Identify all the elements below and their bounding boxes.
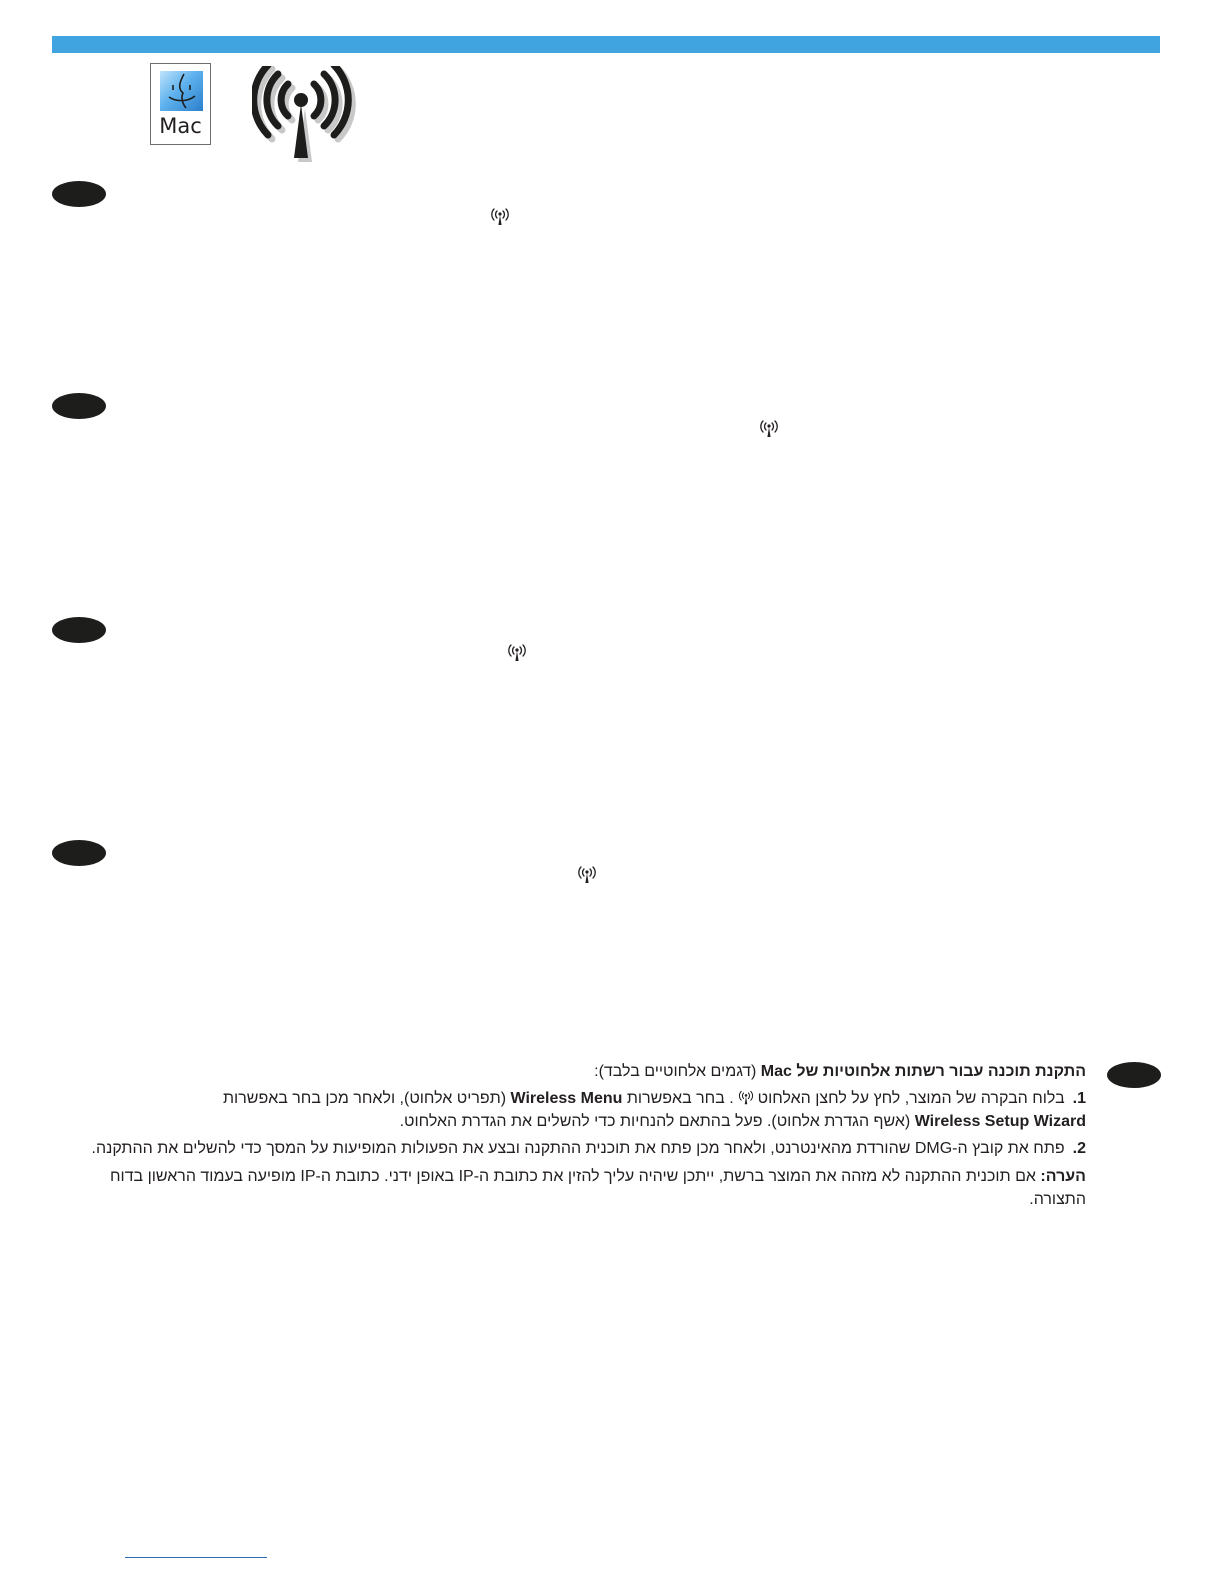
step-2-number: 2. [1072,1140,1086,1157]
wireless-menu-option: Wireless Menu [510,1090,623,1107]
wireless-antenna-icon [252,66,356,166]
language-marker [52,617,106,643]
step-2-text: פתח את קובץ ה-DMG שהורדת מהאינטרנט, ולאחר מכן פתח את תוכנית ההתקנה ובצע את הפעולות המופיעות על המסך כדי להשלים את ההתקנה. [91,1140,1065,1157]
note [96,1165,1086,1211]
footer-rule [125,1557,267,1558]
step-1-text-a: בלוח הבקרה של המוצר, לחץ על לחצן האלחוט [757,1090,1065,1107]
language-marker-hebrew [1107,1062,1161,1088]
step-1 [186,1087,1086,1133]
wireless-button-icon [736,1089,756,1105]
step-1-text-b: . בחר באפשרות [622,1090,734,1107]
wireless-button-icon [505,642,529,662]
wireless-button-icon [757,418,781,438]
note-text: אם תוכנית ההתקנה לא מזהה את המוצר ברשת, ייתכן שיהיה עליך להזין את כתובת ה-IP באופן ידני. כתובת ה-IP מופיעה בעמוד הראשון בדוח התצורה. [110,1168,1086,1208]
mac-os-logo [150,63,211,145]
step-1-text-d: (אשף הגדרת אלחוט). פעל בהתאם להנחיות כדי להשלים את הגדרת האלחוט. [399,1113,915,1130]
finder-face-svg [160,71,203,111]
section-title-rest: (דגמים אלחוטיים בלבד): [594,1063,761,1080]
language-marker [52,393,106,419]
note-label: הערה: [1040,1168,1086,1185]
step-1-number: 1. [1072,1090,1086,1107]
language-marker [52,181,106,207]
wireless-setup-wizard-option: Wireless Setup Wizard [914,1113,1086,1130]
header-color-bar [52,36,1160,53]
wireless-button-icon [488,206,512,226]
section-title [86,1060,1086,1083]
language-marker [52,840,106,866]
step-2 [46,1137,1086,1160]
mac-label: Mac [159,114,202,138]
step-1-text-c: (תפריט אלחוט), ולאחר מכן בחר באפשרות [223,1090,511,1107]
finder-face-icon [160,71,203,111]
section-title-bold: התקנת תוכנה עבור רשתות אלחוטיות של Mac [760,1063,1086,1080]
wireless-button-icon [575,864,599,884]
